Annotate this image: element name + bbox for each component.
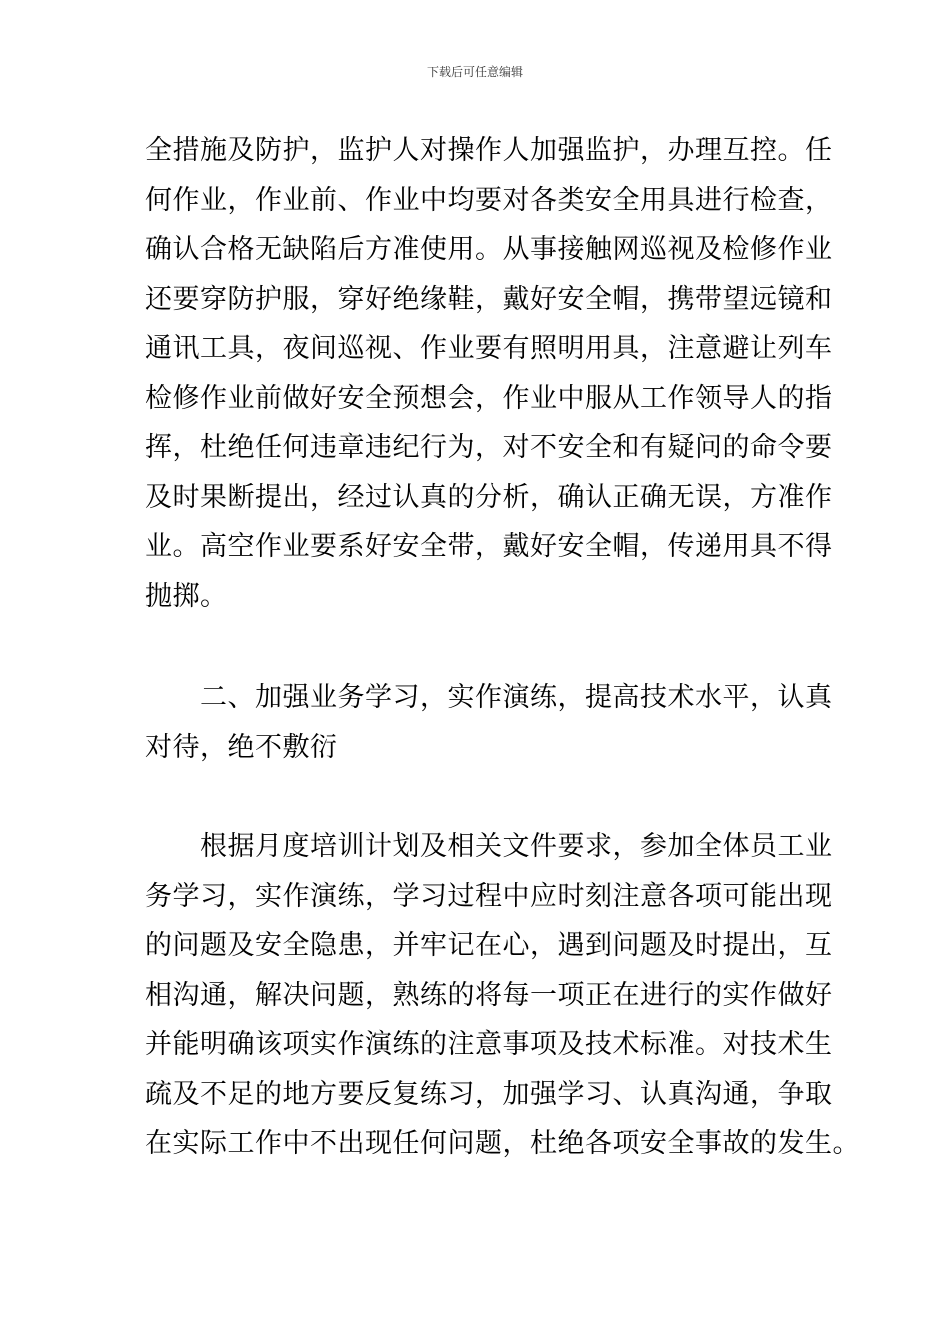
text-line: 检修作业前做好安全预想会，作业中服从工作领导人的指 [145,382,833,414]
text-line: 根据月度培训计划及相关文件要求，参加全体员工业 [200,831,833,862]
text-line: 何作业，作业前、作业中均要对各类安全用具进行检查， [145,184,833,216]
text-line: 的问题及安全隐患，并牢记在心，遇到问题及时提出，互 [145,930,833,961]
text-line: 通讯工具，夜间巡视、作业要有照明用具，注意避让列车 [145,333,833,364]
text-line: 确认合格无缺陷后方准使用。从事接触网巡视及检修作业 [145,234,833,265]
heading-line: 二、加强业务学习，实作演练，提高技术水平，认真 [200,682,833,713]
paragraph-training [145,822,860,1169]
text-line: 相沟通，解决问题，熟练的将每一项正在进行的实作做好 [145,979,833,1011]
heading-line: 对待，绝不敷衍 [145,731,338,763]
text-line: 抛掷。 [145,580,228,612]
page-header: 下载后可任意编辑 [426,65,523,79]
text-line: 在实际工作中不出现任何问题，杜绝各项安全事故的发生。 [145,1128,860,1159]
text-line: 务学习，实作演练，学习过程中应时刻注意各项可能出现 [145,880,833,912]
text-line: 及时果断提出，经过认真的分析，确认正确无误，方准作 [145,481,833,513]
text-line: 还要穿防护服，穿好绝缘鞋，戴好安全帽，携带望远镜和 [145,283,833,315]
text-line: 并能明确该项实作演练的注意事项及技术标准。对技术生 [145,1029,833,1060]
text-line: 业。高空作业要系好安全带，戴好安全帽，传递用具不得 [145,531,833,562]
text-line: 全措施及防护，监护人对操作人加强监护，办理互控。任 [145,135,833,166]
text-line: 疏及不足的地方要反复练习，加强学习、认真沟通，争取 [145,1078,833,1110]
paragraph-safety-measures [145,126,833,621]
text-line: 挥，杜绝任何违章违纪行为，对不安全和有疑问的命令要 [145,432,833,463]
section-heading-2 [145,673,833,772]
